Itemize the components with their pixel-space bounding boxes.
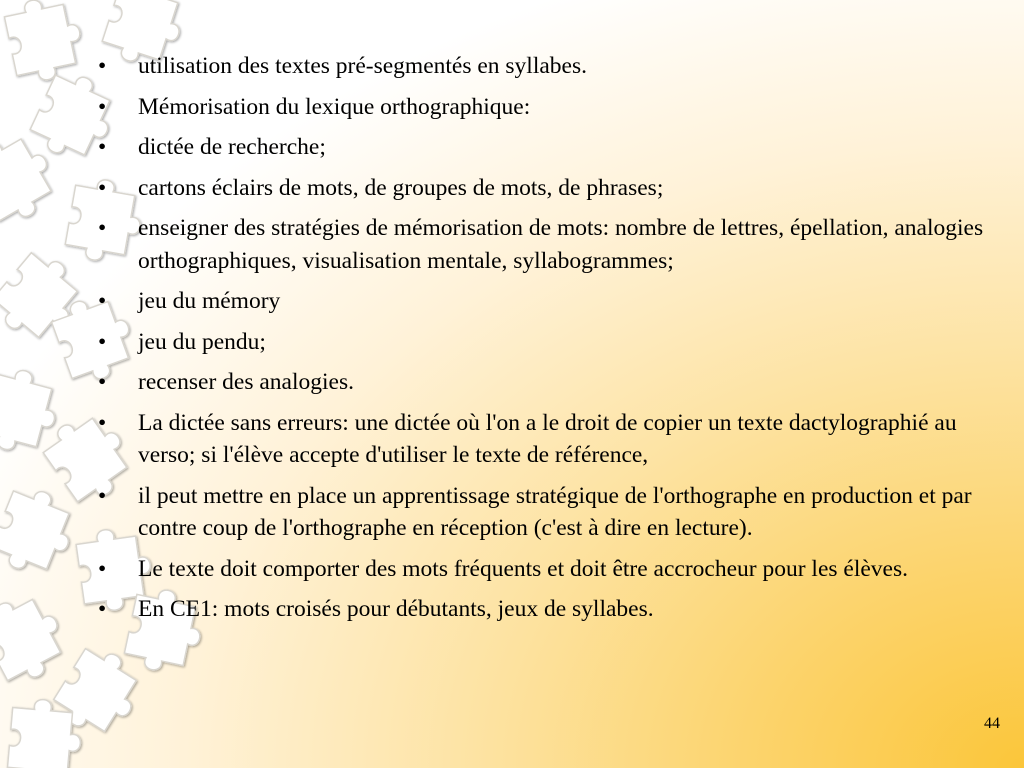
bullet-icon: •: [98, 369, 107, 395]
puzzle-piece: [0, 585, 75, 690]
list-item: [98, 593, 1003, 626]
list-item: [98, 366, 1003, 399]
list-item: [98, 480, 1003, 545]
bullet-icon: •: [98, 215, 107, 241]
list-item-text: recenser des analogies.: [138, 369, 354, 395]
list-item-text: Le texte doit comporter des mots fréquents et doit être accrocheur pour les élèves.: [138, 555, 908, 582]
list-item: [98, 91, 1003, 124]
bullet-icon: •: [98, 596, 107, 622]
bullet-icon: •: [98, 409, 107, 436]
list-item-text: dictée de recherche;: [138, 134, 326, 160]
bullet-icon: •: [98, 555, 107, 582]
list-item: [98, 553, 1003, 586]
list-item-text: jeu du mémory: [138, 288, 281, 314]
list-item: [98, 131, 1003, 164]
list-item-text: enseigner des stratégies de mémorisation de mots: nombre de lettres, épellation, analogies orthographiques, visualisation mentale, syllabogrammes;: [138, 215, 984, 274]
bullet-icon: •: [98, 328, 107, 355]
list-item-text: utilisation des textes pré-segmentés en syllabes.: [138, 53, 588, 79]
list-item: [98, 172, 1003, 205]
bullet-list: [98, 50, 1003, 634]
list-item: [98, 326, 1003, 359]
page-number: 44: [984, 715, 1000, 732]
bullet-icon: •: [98, 53, 107, 79]
list-item-text: En CE1: mots croisés pour débutants, jeux de syllabes.: [138, 596, 654, 622]
puzzle-piece: [0, 481, 83, 583]
bullet-icon: •: [98, 174, 107, 201]
list-item: [98, 285, 1003, 318]
list-item-text: La dictée sans erreurs: une dictée où l'on a le droit de copier un texte dactylographié au verso; si l'élève accepte d'utiliser le texte de référence,: [138, 409, 957, 468]
list-item-text: jeu du pendu;: [138, 328, 266, 355]
list-item: [98, 407, 1003, 472]
bullet-icon: •: [98, 134, 107, 160]
bullet-icon: •: [98, 482, 107, 509]
list-item-text: Mémorisation du lexique orthographique:: [138, 93, 531, 120]
list-item: [98, 212, 1003, 277]
puzzle-piece: [2, 0, 88, 86]
list-item-text: il peut mettre en place un apprentissage stratégique de l'orthographe en production et par contre coup de l'orthographe en réception (c'est à dire en lecture).: [138, 482, 972, 541]
bullet-icon: •: [98, 288, 107, 314]
list-item: [98, 50, 1003, 83]
bullet-icon: •: [98, 93, 107, 120]
list-item-text: cartons éclairs de mots, de groupes de mots, de phrases;: [138, 174, 664, 201]
